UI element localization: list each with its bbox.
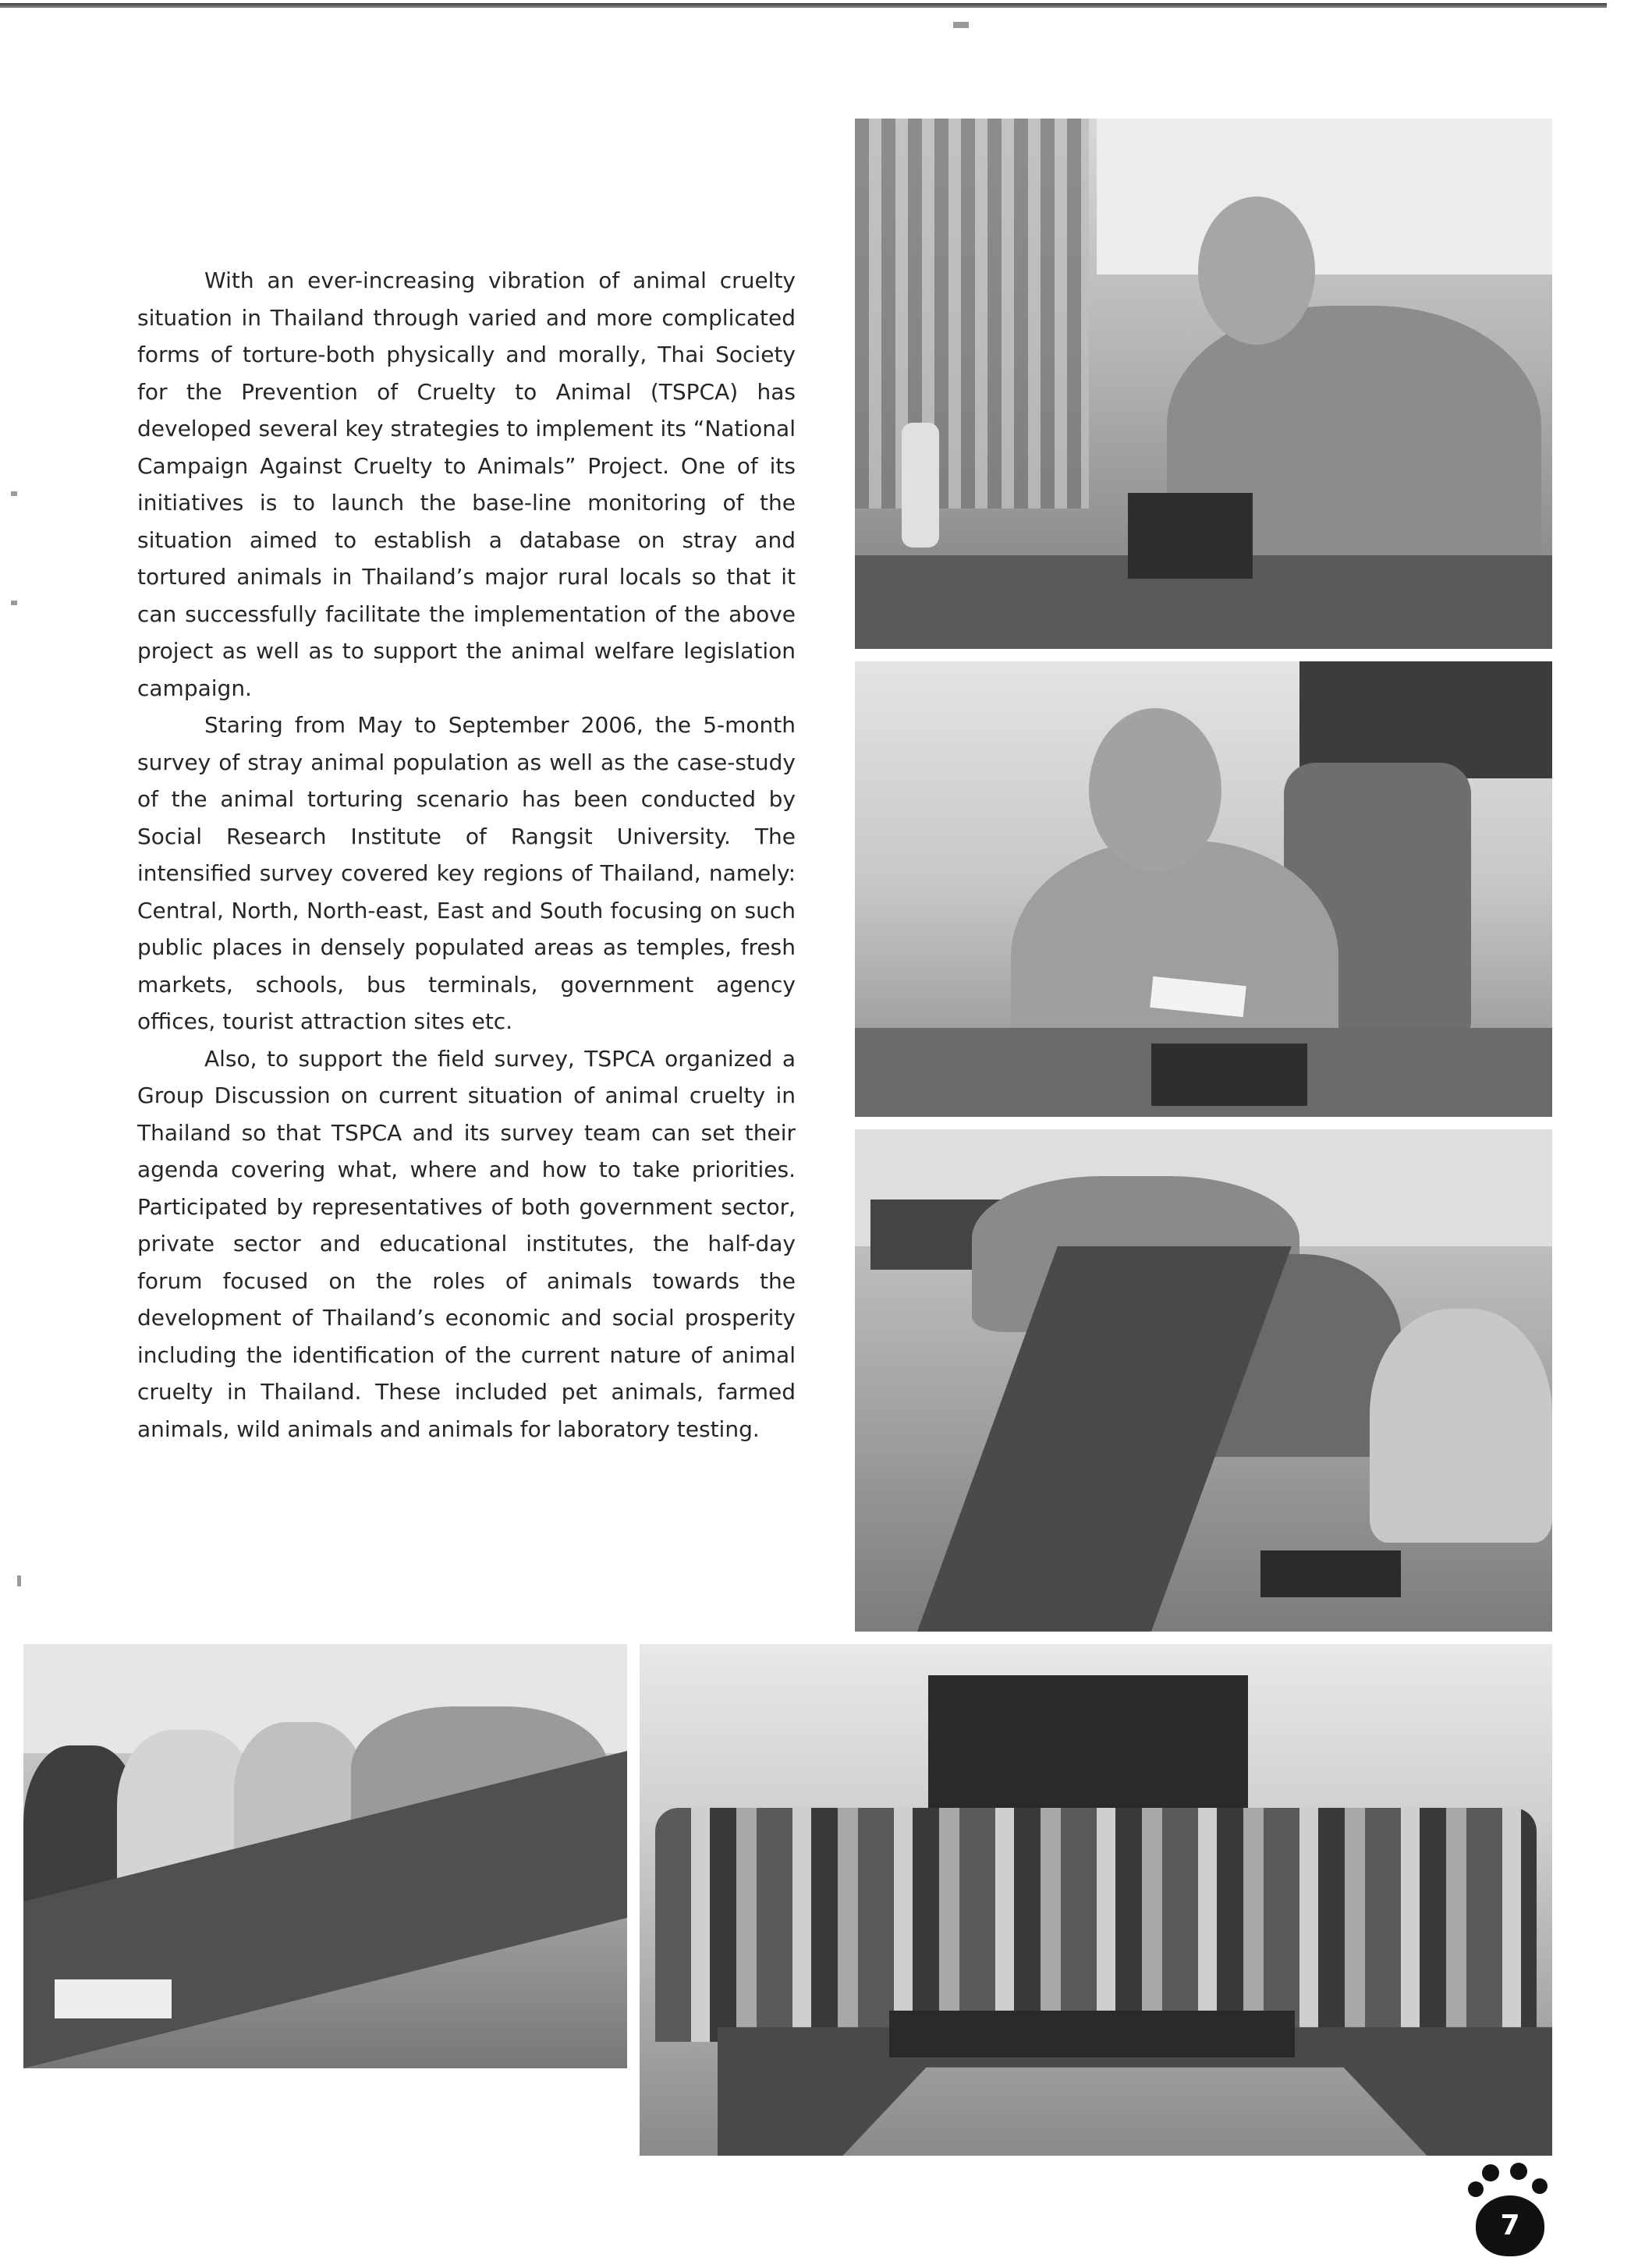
- article-paragraph-2: Staring from May to September 2006, the 5-month survey of stray animal population as well as the case-study of the animal torturing scenario has been conducted by Social Research Institute of Rangsit University. The intensified survey covered key regions of Thailand, namely: Central, North, North-east, East and South focusing on such public places in densely populated areas as temples, fresh markets, schools, bus terminals, government agency offices, tourist attraction sites etc.: [137, 712, 796, 1034]
- page-number: 7: [1476, 2195, 1544, 2256]
- photo-speaker-whiteboard: [855, 119, 1552, 649]
- photo-group: [640, 1644, 1552, 2156]
- paw-toe: [1510, 2163, 1527, 2180]
- whiteboard: [1097, 119, 1552, 275]
- article-paragraph-1: With an ever-increasing vibration of animal cruelty situation in Thailand through varied and more complicated forms of torture-both physically and morally, Thai Society for the Prevention of Cruelty to Animal (TSPCA) has developed several key strategies to implement its “National Campaign Against Cruelty to Animals” Project. One of its initiatives is to launch the base-line monitoring of the situation aimed to establish a database on stray and tortured animals in Thailand’s major rural locals so that it can successfully facilitate the implementation of the above project as well as to support the animal welfare legislation campaign.: [137, 268, 796, 701]
- paw-toe: [1468, 2181, 1484, 2197]
- window-blinds: [855, 119, 1089, 509]
- photo-speaker-reading: [855, 661, 1552, 1117]
- article-text: [137, 262, 796, 1448]
- scan-speck: [17, 1575, 21, 1586]
- wall-painting: [928, 1675, 1248, 1816]
- photo-table-participants: [855, 1129, 1552, 1632]
- paw-toe: [1482, 2164, 1499, 2181]
- wall-panel: [1299, 661, 1552, 778]
- photo-participants-left: [23, 1644, 627, 2068]
- paw-toe: [1532, 2178, 1548, 2194]
- microphone-row: [889, 2011, 1295, 2057]
- speaker-head: [1198, 197, 1315, 345]
- microphone-unit: [1151, 1044, 1307, 1106]
- group-of-people: [655, 1808, 1537, 2042]
- scan-speck: [11, 601, 17, 605]
- microphone-unit: [1128, 493, 1253, 579]
- scan-speck: [11, 491, 17, 496]
- participant-woman: [1370, 1309, 1552, 1543]
- paw-page-number: [1466, 2164, 1552, 2258]
- speaker-head: [1089, 708, 1221, 872]
- paper-sheet: [55, 1979, 172, 2018]
- scan-speck: [953, 22, 969, 28]
- top-border-line: [0, 3, 1607, 8]
- article-paragraph-3: Also, to support the field survey, TSPCA organized a Group Discussion on current situation of animal cruelty in Thailand so that TSPCA and its survey team can set their agenda covering what, where and how to take priorities. Participated by representatives of both government sector, private sector and educational institutes, the half-day forum focused on the roles of animals towards the development of Thailand’s economic and social prosperity including the identification of the current nature of animal cruelty in Thailand. These included pet animals, farmed animals, wild animals and animals for laboratory testing.: [137, 1045, 796, 1442]
- water-bottle: [902, 423, 939, 548]
- microphone-unit: [1260, 1550, 1401, 1597]
